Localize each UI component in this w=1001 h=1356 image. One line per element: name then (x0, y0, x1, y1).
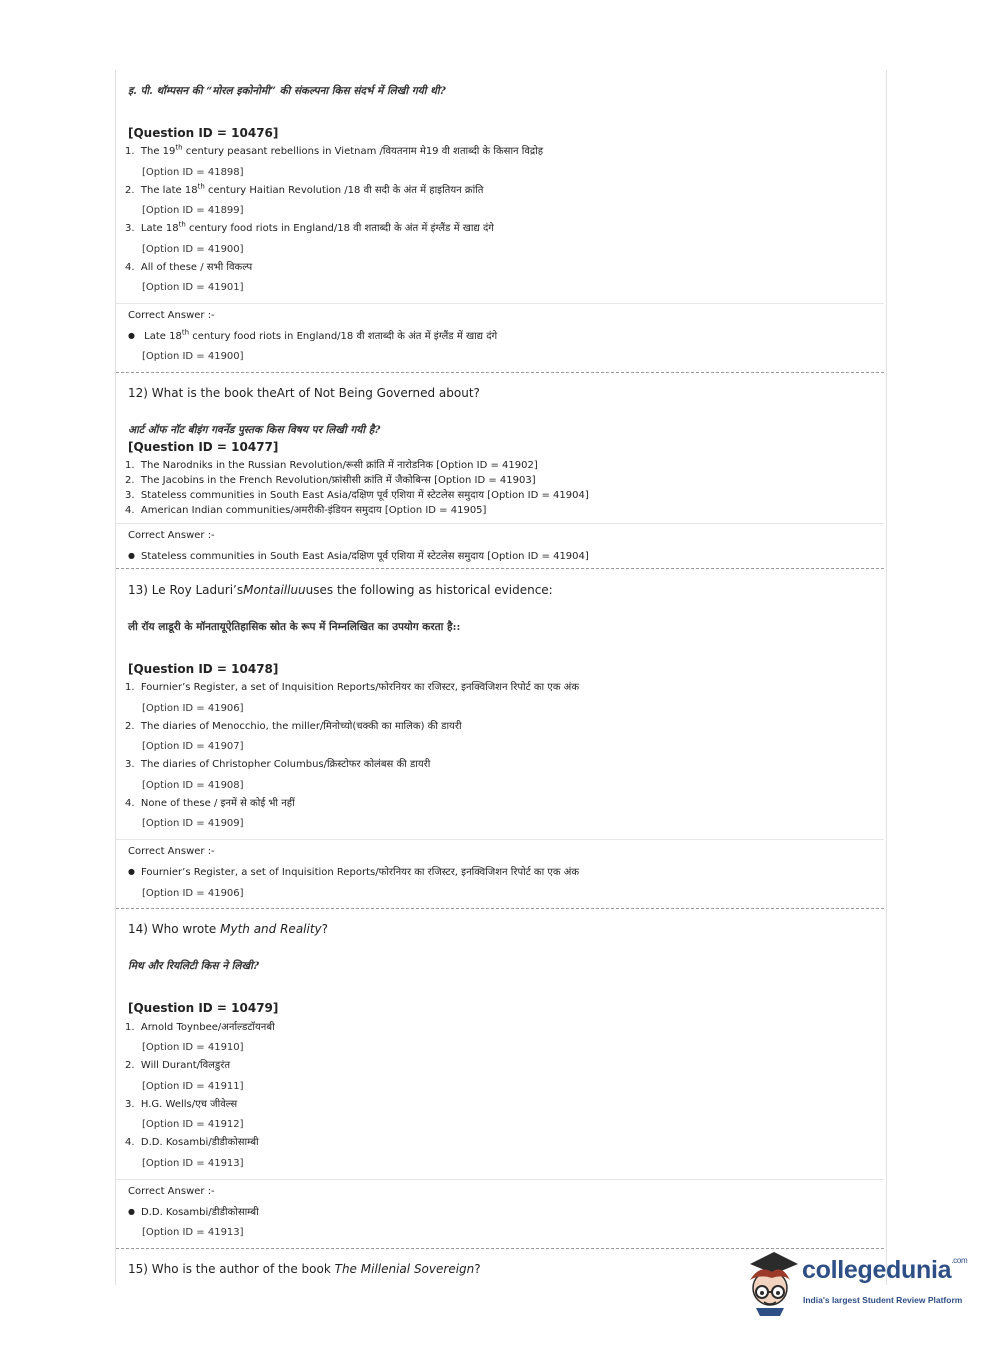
q14-option-2-id: [Option ID = 41911] (142, 1081, 244, 1092)
collegedunia-logo (740, 1250, 970, 1320)
q14-correct-label: Correct Answer :- (128, 1186, 215, 1197)
q11-correct-answer: ● Late 18th century food riots in England/18 वी शताब्दी के अंत में इंग्लैंड में खाद्य दंगे (128, 328, 497, 342)
q13-option-2: 2. The diaries of Menocchio, the miller/मिनोच्यो(चक्की का मालिक) की डायरी (125, 721, 462, 732)
q15-title: 15) Who is the author of the book The Millenial Sovereign? (128, 1262, 481, 1276)
q11-question-id: [Question ID = 10476] (128, 126, 279, 140)
q13-correct-option-id: [Option ID = 41906] (142, 888, 244, 899)
q11-option-2: 2. The late 18th century Haitian Revolution /18 वी सदी के अंत में हाइतियन क्रांति (125, 182, 484, 196)
q11-option-2-id: [Option ID = 41899] (142, 205, 244, 216)
q13-option-3-id: [Option ID = 41908] (142, 780, 244, 791)
logo-wordmark: collegedunia$^{.com}$ (802, 1256, 968, 1284)
divider (116, 1179, 884, 1180)
q11-option-1: 1. The 19th century peasant rebellions in Vietnam /वियतनाम मे19 वी शताब्दी के किसान विद्रोह (125, 143, 544, 157)
q14-option-3-id: [Option ID = 41912] (142, 1119, 244, 1130)
q12-option-3: 3. Stateless communities in South East Asia/दक्षिण पूर्व एशिया में स्टेटलेस समुदाय [Option ID = 41904] (125, 490, 589, 501)
q14-correct-answer: ● D.D. Kosambi/डीडीकोसाम्बी (128, 1204, 259, 1218)
divider (116, 839, 884, 840)
question-separator (116, 568, 884, 569)
q12-option-4: 4. American Indian communities/अमरीकी-इंडियन समुदाय [Option ID = 41905] (125, 505, 487, 516)
q14-question-id: [Question ID = 10479] (128, 1001, 279, 1015)
q14-hindi-question: मिथ और रियलिटी किस ने लिखी? (128, 960, 259, 972)
q11-option-1-id: [Option ID = 41898] (142, 167, 244, 178)
q11-correct-option-id: [Option ID = 41900] (142, 351, 244, 362)
q13-correct-answer: ● Fournier’s Register, a set of Inquisition Reports/फोरनियर का रजिस्टर, इनक्विजिशन रिपोर्ट का एक अंक (128, 864, 579, 878)
q11-hindi-question: इ. पी. थॉम्पसन की “मोरल इकोनोमी” की संकल्पना किस संदर्भ में लिखी गयी थी? (128, 85, 446, 97)
q13-hindi-question: ली रॉय लाडूरी के मॉनतायूऐतिहासिक स्रोत के रूप में निम्नलिखित का उपयोग करता है:: (128, 621, 461, 633)
q12-option-2: 2. The Jacobins in the French Revolution/फ्रांसीसी क्रांति में जैकोबिन्स [Option ID = 41903] (125, 475, 536, 486)
q13-title: 13) Le Roy Laduri’sMontailluuuses the following as historical evidence: (128, 583, 553, 597)
q12-correct-label: Correct Answer :- (128, 530, 215, 541)
question-separator (116, 1248, 884, 1249)
q13-option-4: 4. None of these / इनमें से कोई भी नहीं (125, 798, 295, 809)
q11-option-3: 3. Late 18th century food riots in England/18 वी शताब्दी के अंत में इंग्लैंड में खाद्य दंगे (125, 220, 494, 234)
q14-option-3: 3. H.G. Wells/एच जीवेल्स (125, 1099, 238, 1110)
q12-title: 12) What is the book theArt of Not Being Governed about? (128, 386, 480, 400)
q13-option-1: 1. Fournier’s Register, a set of Inquisition Reports/फोरनियर का रजिस्टर, इनक्विजिशन रिपोर्ट का एक अंक (125, 682, 580, 693)
q14-option-2: 2. Will Durant/विलडुरंत (125, 1060, 231, 1071)
q13-option-3: 3. The diaries of Christopher Columbus/क्रिस्टोफर कोलंबस की डायरी (125, 759, 431, 770)
q14-correct-option-id: [Option ID = 41913] (142, 1227, 244, 1238)
divider (116, 523, 884, 524)
q12-option-1: 1. The Narodniks in the Russian Revolution/रूसी क्रांति में नारोडनिक [Option ID = 41902] (125, 460, 538, 471)
q11-option-3-id: [Option ID = 41900] (142, 244, 244, 255)
divider (116, 303, 884, 304)
q14-option-4-id: [Option ID = 41913] (142, 1158, 244, 1169)
question-separator (116, 908, 884, 909)
q13-option-4-id: [Option ID = 41909] (142, 818, 244, 829)
q14-title: 14) Who wrote Myth and Reality? (128, 922, 329, 936)
logo-tagline: India's largest Student Review Platform (803, 1295, 963, 1305)
q14-option-1-id: [Option ID = 41910] (142, 1042, 244, 1053)
q12-question-id: [Question ID = 10477] (128, 440, 279, 454)
q14-option-1: 1. Arnold Toynbee/अर्नाल्डटॉयनबी (125, 1022, 275, 1033)
q11-option-4-id: [Option ID = 41901] (142, 282, 244, 293)
question-separator (116, 372, 884, 373)
q12-hindi-question: आर्ट ऑफ नॉट बीइंग गवर्नेड पुस्तक किस विषय पर लिखी गयी है? (128, 424, 381, 436)
q14-option-4: 4. D.D. Kosambi/डीडीकोसाम्बी (125, 1137, 259, 1148)
mascot-icon (740, 1250, 802, 1316)
q11-option-4: 4. All of these / सभी विकल्प (125, 262, 253, 273)
q13-question-id: [Question ID = 10478] (128, 662, 279, 676)
q13-correct-label: Correct Answer :- (128, 846, 215, 857)
q12-correct-answer: ● Stateless communities in South East Asia/दक्षिण पूर्व एशिया में स्टेटलेस समुदाय [Option ID = 41904] (128, 548, 589, 562)
q11-correct-label: Correct Answer :- (128, 310, 215, 321)
q13-option-2-id: [Option ID = 41907] (142, 741, 244, 752)
q13-option-1-id: [Option ID = 41906] (142, 703, 244, 714)
